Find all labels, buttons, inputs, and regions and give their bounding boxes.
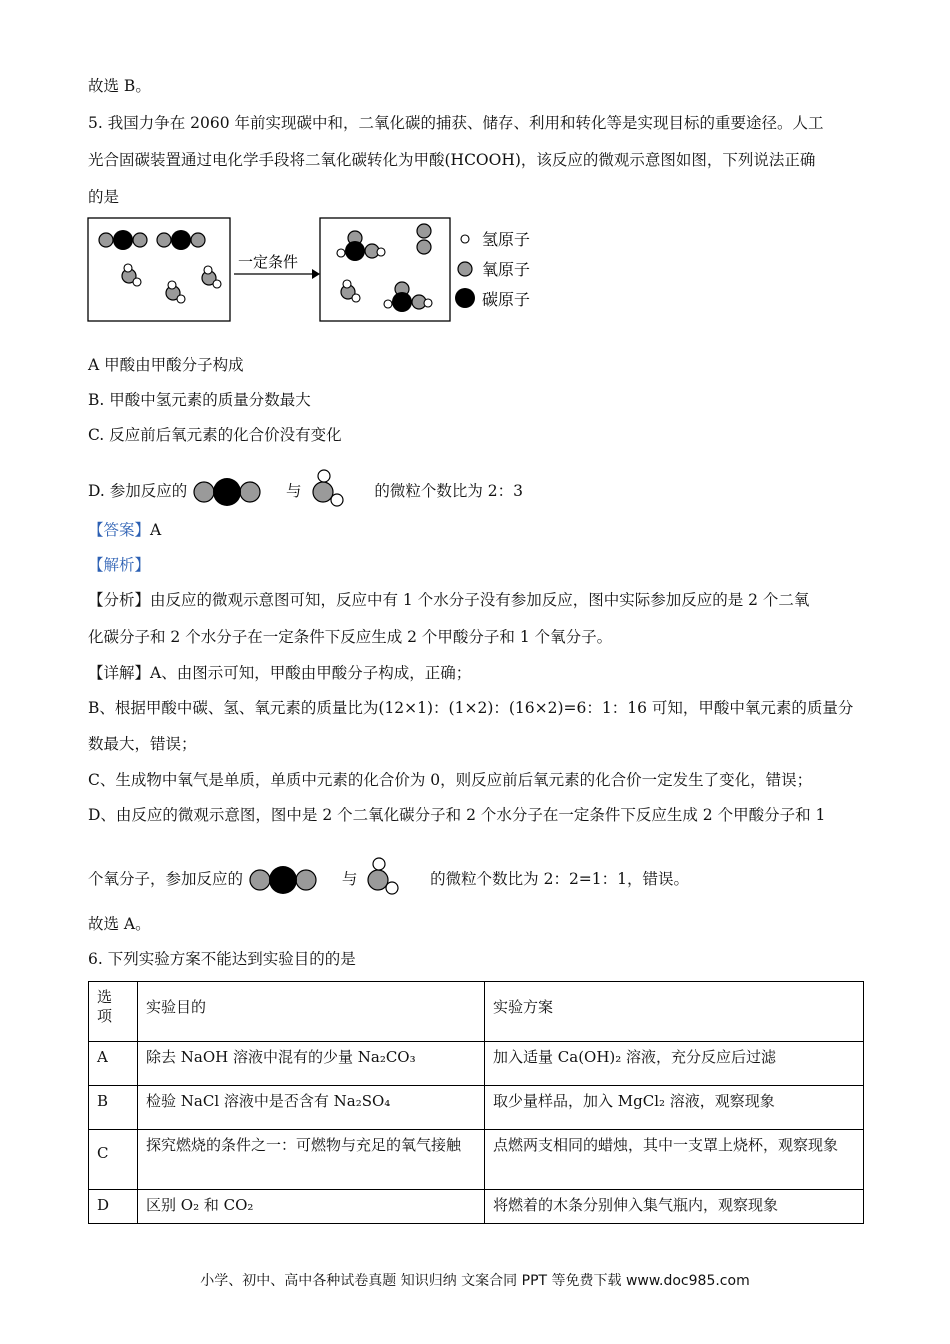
table-row	[89, 1190, 864, 1224]
table-cell: 将燃着的木条分别伸入集气瓶内，观察现象	[485, 1190, 864, 1224]
question-6-stem: 6. 下列实验方案不能达到实验目的的是	[88, 950, 356, 968]
question-5-stem: 5. 我国力争在 2060 年前实现碳中和，二氧化碳的捕获、储存、利用和转化等是实现目标的重要途径。人工	[88, 114, 824, 132]
table-row	[89, 1086, 864, 1130]
option-d-mid: 与	[286, 482, 302, 500]
option-c: C. 反应前后氧元素的化合价没有变化	[88, 426, 342, 444]
conclusion: 故选 A。	[88, 915, 151, 933]
table-header-cell: 选 项	[89, 982, 138, 1042]
hydrogen-legend-icon	[461, 235, 469, 243]
table-cell: 加入适量 Ca(OH)₂ 溶液，充分反应后过滤	[485, 1042, 864, 1086]
arrow-label: 一定条件	[238, 253, 299, 271]
oxygen-legend-icon	[458, 262, 472, 276]
answer-tag: 【答案】	[88, 521, 151, 539]
h2o-molecule-icon	[307, 468, 351, 508]
answer-value: A	[150, 521, 162, 539]
detail-c: C、生成物中氧气是单质，单质中元素的化合价为 0，则反应前后氧元素的化合价一定发生了变化，错误；	[88, 771, 813, 789]
text-line: 故选 B。	[88, 77, 151, 95]
option-d-post: 的微粒个数比为 2：3	[374, 482, 524, 500]
legend-oxygen: 氧原子	[482, 260, 531, 279]
detail-a: 【详解】A、由图示可知，甲酸由甲酸分子构成，正确；	[88, 664, 472, 682]
question-5-stem-2: 光合固碳装置通过电化学手段将二氧化碳转化为甲酸(HCOOH)，该反应的微观示意图如图，下列说法正确	[88, 151, 816, 169]
co2-molecule-icon	[248, 865, 318, 895]
option-d	[88, 468, 523, 508]
table-cell: 探究燃烧的条件之一：可燃物与充足的氧气接触	[138, 1130, 485, 1190]
table-header-cell: 实验目的	[138, 982, 485, 1042]
table-row	[89, 1130, 864, 1190]
table-cell: D	[89, 1190, 138, 1224]
table-row	[89, 1042, 864, 1086]
table-header-cell: 实验方案	[485, 982, 864, 1042]
legend-hydrogen: 氢原子	[482, 230, 531, 249]
table-cell: 点燃两支相同的蜡烛，其中一支罩上烧杯，观察现象	[485, 1130, 864, 1190]
co2-molecule-icon	[192, 477, 262, 507]
detail-d-2-pre: 个氧分子，参加反应的	[88, 870, 244, 888]
analysis-text: 【分析】由反应的微观示意图可知，反应中有 1 个水分子没有参加反应，图中实际参加反应的是 2 个二氧	[88, 591, 810, 609]
analysis-tag: 【解析】	[88, 556, 151, 574]
detail-b: B、根据甲酸中碳、氢、氧元素的质量比为(12×1)：(1×2)：(16×2)=6：1：16 可知，甲酸中氧元素的质量分	[88, 699, 854, 717]
table-cell: A	[89, 1042, 138, 1086]
table-cell: B	[89, 1086, 138, 1130]
reaction-diagram	[86, 214, 546, 326]
legend-carbon: 碳原子	[482, 290, 531, 309]
option-d-pre: D. 参加反应的	[88, 482, 188, 500]
page-footer: 小学、初中、高中各种试卷真题 知识归纳 文案合同 PPT 等免费下载 www.doc985.com	[200, 1273, 750, 1289]
analysis-text-2: 化碳分子和 2 个水分子在一定条件下反应生成 2 个甲酸分子和 1 个氧分子。	[88, 628, 613, 646]
table-cell: 除去 NaOH 溶液中混有的少量 Na₂CO₃	[138, 1042, 485, 1086]
table-cell: 检验 NaCl 溶液中是否含有 Na₂SO₄	[138, 1086, 485, 1130]
table-cell: C	[89, 1130, 138, 1190]
carbon-legend-icon	[455, 288, 475, 308]
detail-d-2-post: 的微粒个数比为 2：2=1：1，错误。	[430, 870, 690, 888]
detail-d-2-mid: 与	[341, 870, 358, 888]
table-cell: 取少量样品，加入 MgCl₂ 溶液，观察现象	[485, 1086, 864, 1130]
h2o-molecule-icon	[362, 856, 406, 896]
experiment-table	[88, 981, 864, 1224]
question-5-stem-3: 的是	[88, 188, 120, 206]
table-cell: 区别 O₂ 和 CO₂	[138, 1190, 485, 1224]
option-a: A 甲酸由甲酸分子构成	[88, 356, 244, 374]
option-b: B. 甲酸中氢元素的质量分数最大	[88, 391, 311, 409]
detail-d-2	[88, 856, 689, 899]
table-header-row	[89, 982, 864, 1042]
detail-b-2: 数最大，错误；	[88, 735, 197, 753]
answer-line	[88, 520, 161, 540]
detail-d: D、由反应的微观示意图，图中是 2 个二氧化碳分子和 2 个水分子在一定条件下反应生成 2 个甲酸分子和 1	[88, 806, 826, 824]
